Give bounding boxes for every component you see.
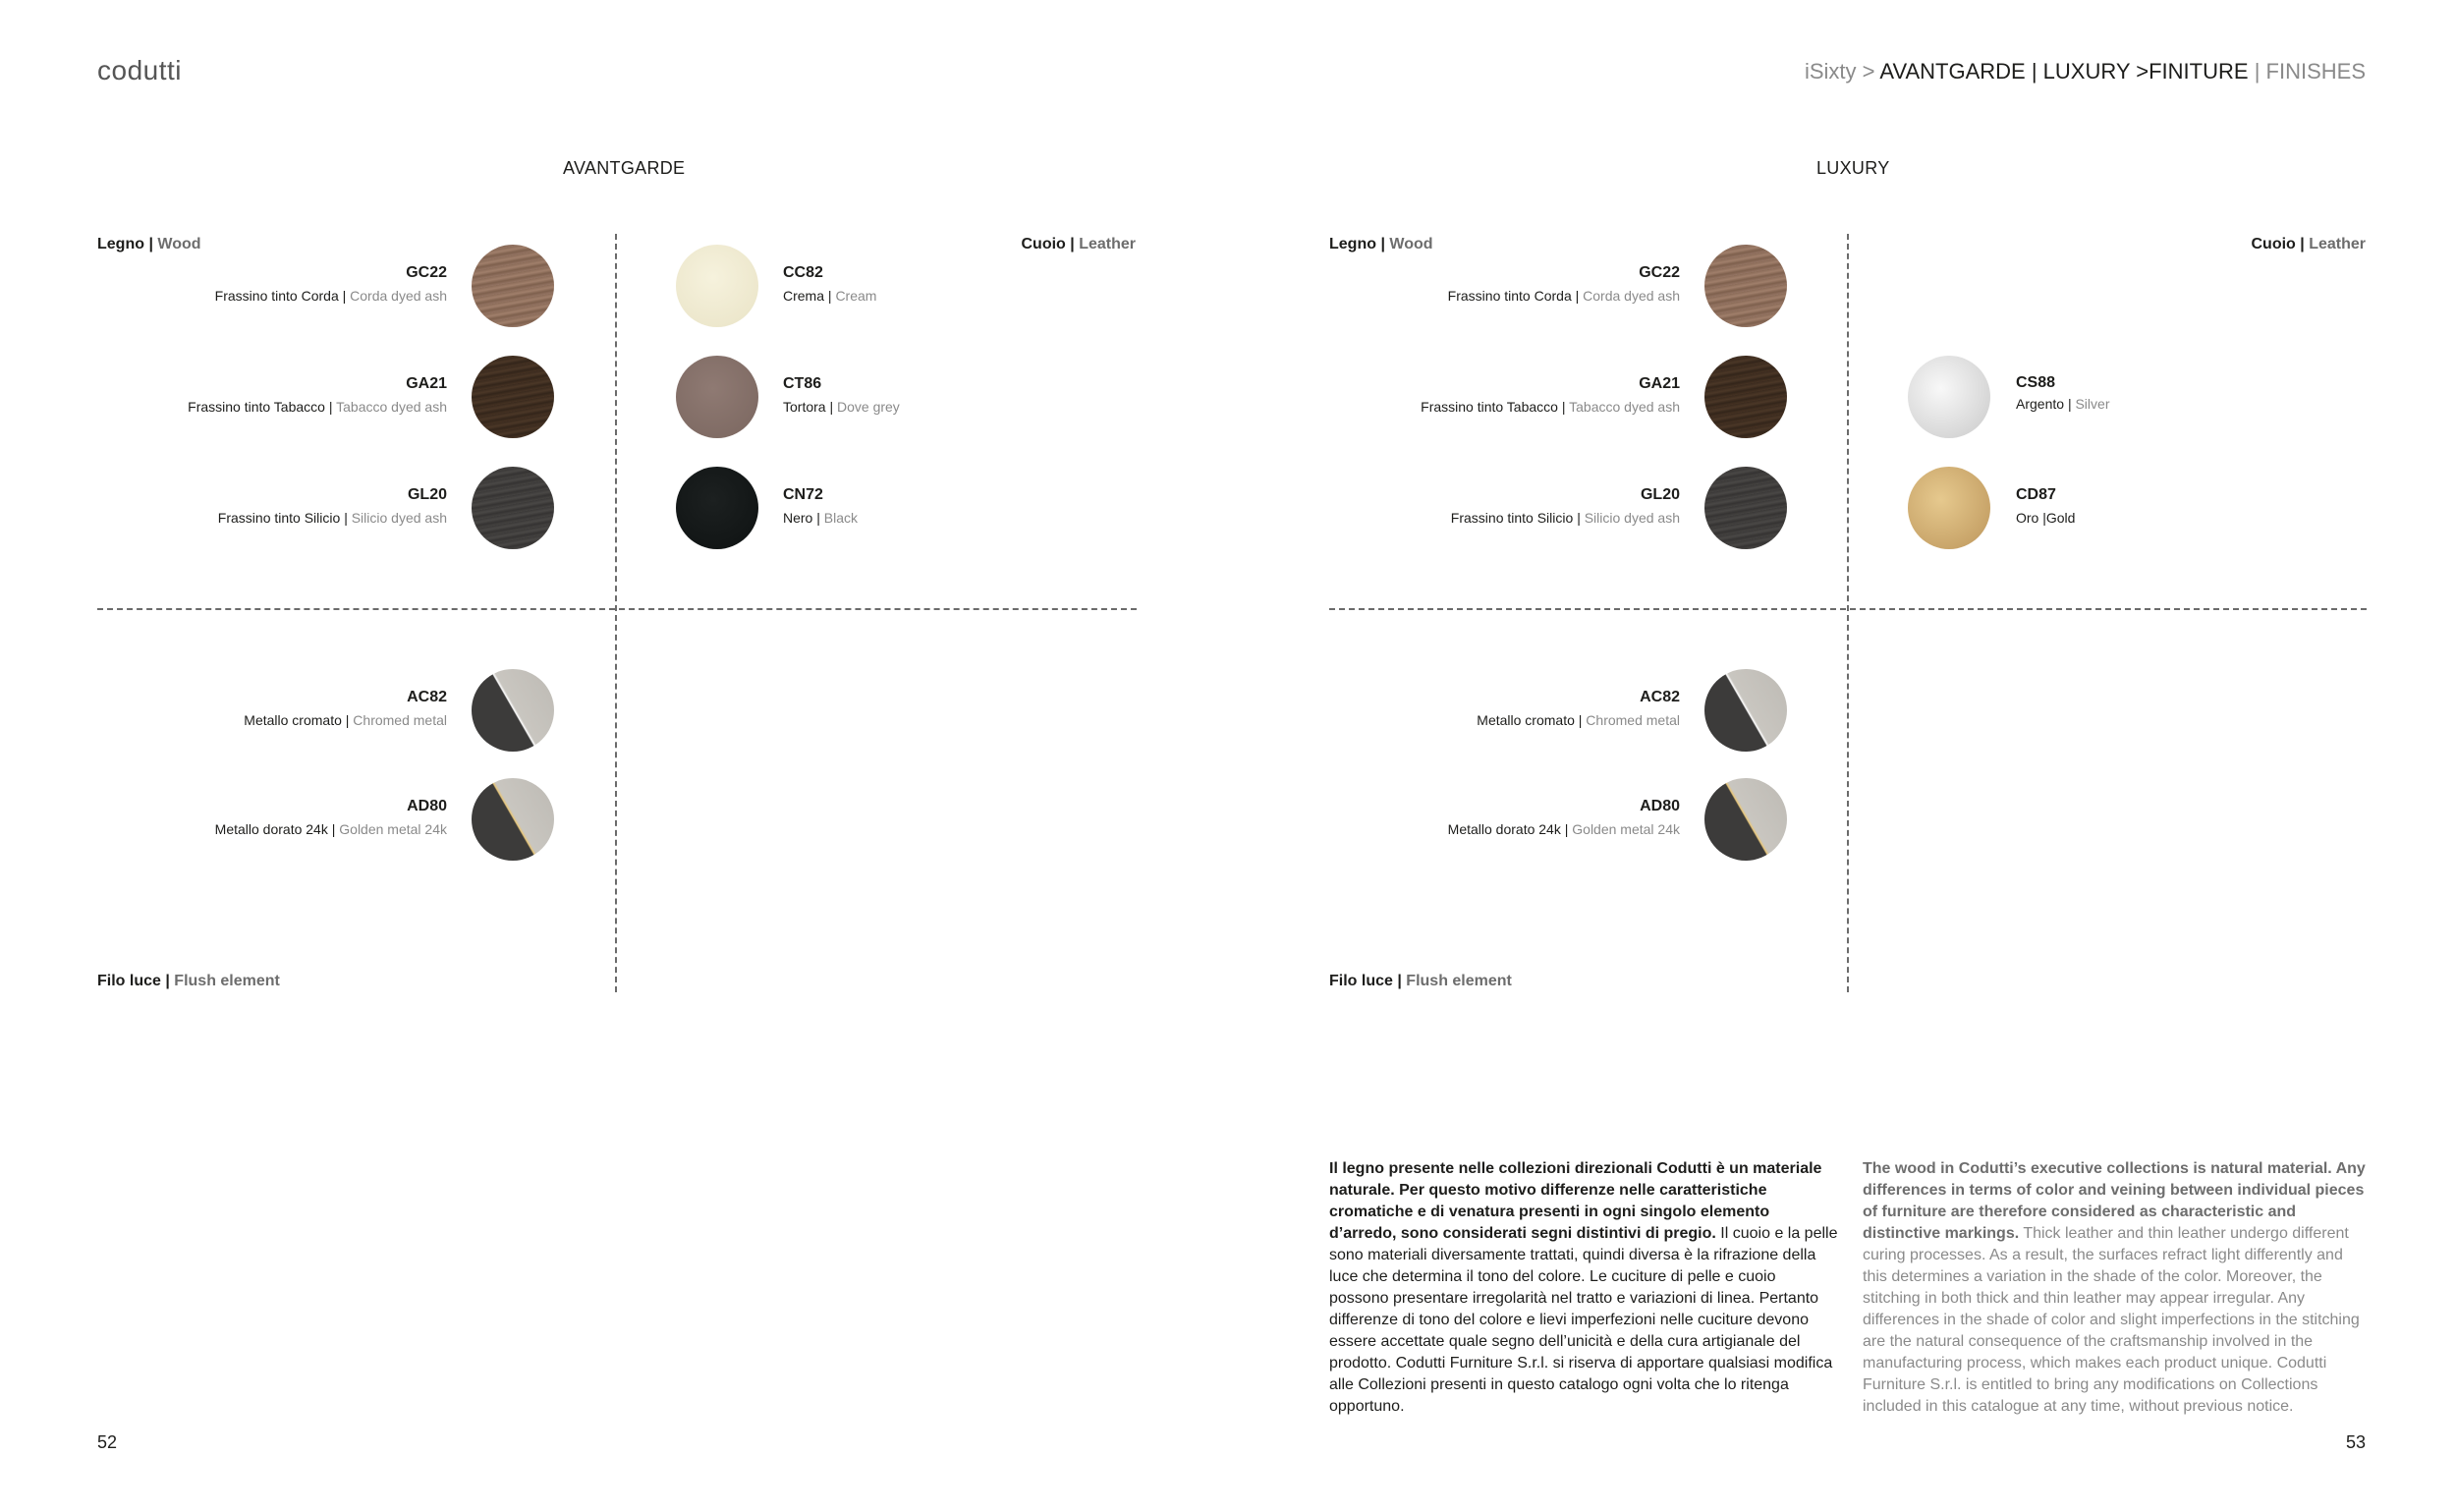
- breadcrumb-separator: >: [2136, 59, 2149, 84]
- swatch-ac82: [1704, 669, 1787, 752]
- finish-item: [2016, 374, 2109, 412]
- breadcrumb-pipe: |: [2254, 59, 2261, 84]
- swatch-gl20: [1704, 467, 1787, 549]
- finish-description: Frassino tinto Silicio | Silicio dyed ash: [1450, 510, 1680, 526]
- note-italian: [1329, 1158, 1838, 1418]
- avantgarde-wood-label: Legno | Wood: [97, 236, 201, 252]
- finish-code: AD80: [1640, 798, 1680, 814]
- finish-item: [2016, 486, 2075, 526]
- swatch-cn72: [676, 467, 758, 549]
- finish-code: GL20: [1640, 486, 1680, 503]
- note-english: [1863, 1158, 2368, 1418]
- finish-item: [1451, 486, 1680, 526]
- avantgarde-horizontal-divider: [97, 608, 1137, 610]
- finish-item: [1448, 264, 1680, 304]
- finish-code: CT86: [783, 375, 822, 392]
- swatch-gl20: [472, 467, 554, 549]
- finish-item: [783, 375, 900, 415]
- finish-item: [188, 375, 447, 415]
- finish-code: GC22: [1639, 264, 1680, 281]
- finish-description: Oro |Gold: [2016, 510, 2076, 526]
- note-english-regular: Thick leather and thin leather undergo different curing processes. As a result, the surfaces refract light differently and this determines a variation in the shade of the color. Moreover, the stitching in both thick and thin leather may appear irregular. Any differences in the shade of color and slight imperfections in the stitching are the natural consequence of the craftsmanship involved in the manufacturing process, which makes each product unique. Codutti Furniture S.r.l. is entitled to bring any modifications on Collections included in this catalogue at any time, without previous notice.: [1863, 1225, 2360, 1415]
- finish-description: Argento | Silver: [2016, 396, 2110, 412]
- avantgarde-leather-label: Cuoio | Leather: [1021, 236, 1136, 252]
- avantgarde-vertical-divider: [615, 234, 617, 992]
- swatch-gc22: [472, 245, 554, 327]
- luxury-horizontal-divider: [1329, 608, 2367, 610]
- breadcrumb-separator: >: [1862, 59, 1875, 84]
- finish-code: CD87: [2016, 486, 2056, 503]
- swatch-ad80: [1704, 778, 1787, 861]
- finish-code: GA21: [1639, 375, 1680, 392]
- finish-description: Frassino tinto Tabacco | Tabacco dyed ash: [1421, 399, 1680, 415]
- swatch-cs88: [1908, 356, 1990, 438]
- avantgarde-flush-label: Filo luce | Flush element: [97, 973, 280, 989]
- finish-code: AC82: [407, 689, 447, 705]
- finish-item: [1421, 375, 1680, 415]
- finish-code: AD80: [407, 798, 447, 814]
- luxury-wood-label: Legno | Wood: [1329, 236, 1433, 252]
- finish-item: [215, 798, 447, 837]
- finish-item: [1448, 798, 1680, 837]
- breadcrumb-section: AVANTGARDE | LUXURY: [1879, 59, 2131, 84]
- finish-item: [783, 486, 858, 526]
- swatch-gc22: [1704, 245, 1787, 327]
- finish-description: Tortora | Dove grey: [783, 399, 900, 415]
- finish-code: CN72: [783, 486, 823, 503]
- finish-item: [783, 264, 876, 304]
- luxury-title: LUXURY: [1816, 158, 1890, 178]
- finish-code: CC82: [783, 264, 823, 281]
- breadcrumb-finiture: FINITURE: [2149, 59, 2249, 84]
- breadcrumb-finishes: FINISHES: [2265, 59, 2366, 84]
- finish-description: Frassino tinto Silicio | Silicio dyed ash: [217, 510, 447, 526]
- finish-description: Metallo cromato | Chromed metal: [244, 712, 447, 728]
- finish-item: [215, 264, 447, 304]
- note-italian-regular: Il cuoio e la pelle sono materiali diversamente trattati, quindi diversa è la rifrazione della luce che determina il tono del colore. Le cuciture di pelle e cuoio possono presentare irregolarità nel tratto e variazioni di linea. Pertanto differenze di tono del colore e lievi imperfezioni nelle cuciture devono essere accettate quale segno dell’unicità e della cura artigianale del prodotto. Codutti Furniture S.r.l. si riserva di apportare qualsiasi modifica alle Collezioni presenti in questo catalogo ogni volta che lo ritenga opportuno.: [1329, 1225, 1838, 1415]
- swatch-ga21: [472, 356, 554, 438]
- finish-description: Metallo dorato 24k | Golden metal 24k: [1447, 821, 1680, 837]
- finish-code: GA21: [406, 375, 447, 392]
- page-number-right: 53: [2345, 1432, 2366, 1452]
- finish-item: [218, 486, 447, 526]
- finish-description: Frassino tinto Corda | Corda dyed ash: [1447, 288, 1680, 304]
- swatch-cc82: [676, 245, 758, 327]
- swatch-ga21: [1704, 356, 1787, 438]
- finish-code: GL20: [407, 486, 447, 503]
- finish-item: [1477, 689, 1680, 728]
- breadcrumb: [1805, 59, 2366, 84]
- finish-description: Metallo cromato | Chromed metal: [1477, 712, 1680, 728]
- page-number-left: 52: [97, 1432, 118, 1452]
- brand-logo: codutti: [97, 55, 182, 85]
- finish-item: [244, 689, 447, 728]
- luxury-flush-label: Filo luce | Flush element: [1329, 973, 1512, 989]
- swatch-ac82: [472, 669, 554, 752]
- swatch-ad80: [472, 778, 554, 861]
- finish-code: GC22: [406, 264, 447, 281]
- breadcrumb-product: iSixty: [1804, 59, 1857, 84]
- luxury-vertical-divider: [1847, 234, 1849, 992]
- finish-description: Frassino tinto Corda | Corda dyed ash: [214, 288, 447, 304]
- finish-description: Crema | Cream: [783, 288, 877, 304]
- swatch-ct86: [676, 356, 758, 438]
- finish-description: Nero | Black: [783, 510, 859, 526]
- avantgarde-title: AVANTGARDE: [563, 158, 686, 178]
- finish-description: Metallo dorato 24k | Golden metal 24k: [214, 821, 447, 837]
- note-english-bold: The wood in Codutti’s executive collections is natural material. Any differences in terms of color and veining between individual pieces of furniture are therefore considered as characteristic and distinctive markings.: [1863, 1160, 2366, 1242]
- note-italian-bold: Il legno presente nelle collezioni direzionali Codutti è un materiale naturale. Per questo motivo differenze nelle caratteristiche cromatiche e di venatura presenti in ogni singolo elemento d’arredo, sono considerati segni distintivi di pregio.: [1329, 1160, 1822, 1242]
- finish-code: AC82: [1640, 689, 1680, 705]
- finish-code: CS88: [2016, 374, 2056, 391]
- luxury-leather-label: Cuoio | Leather: [2251, 236, 2366, 252]
- finish-description: Frassino tinto Tabacco | Tabacco dyed ash: [188, 399, 447, 415]
- swatch-cd87: [1908, 467, 1990, 549]
